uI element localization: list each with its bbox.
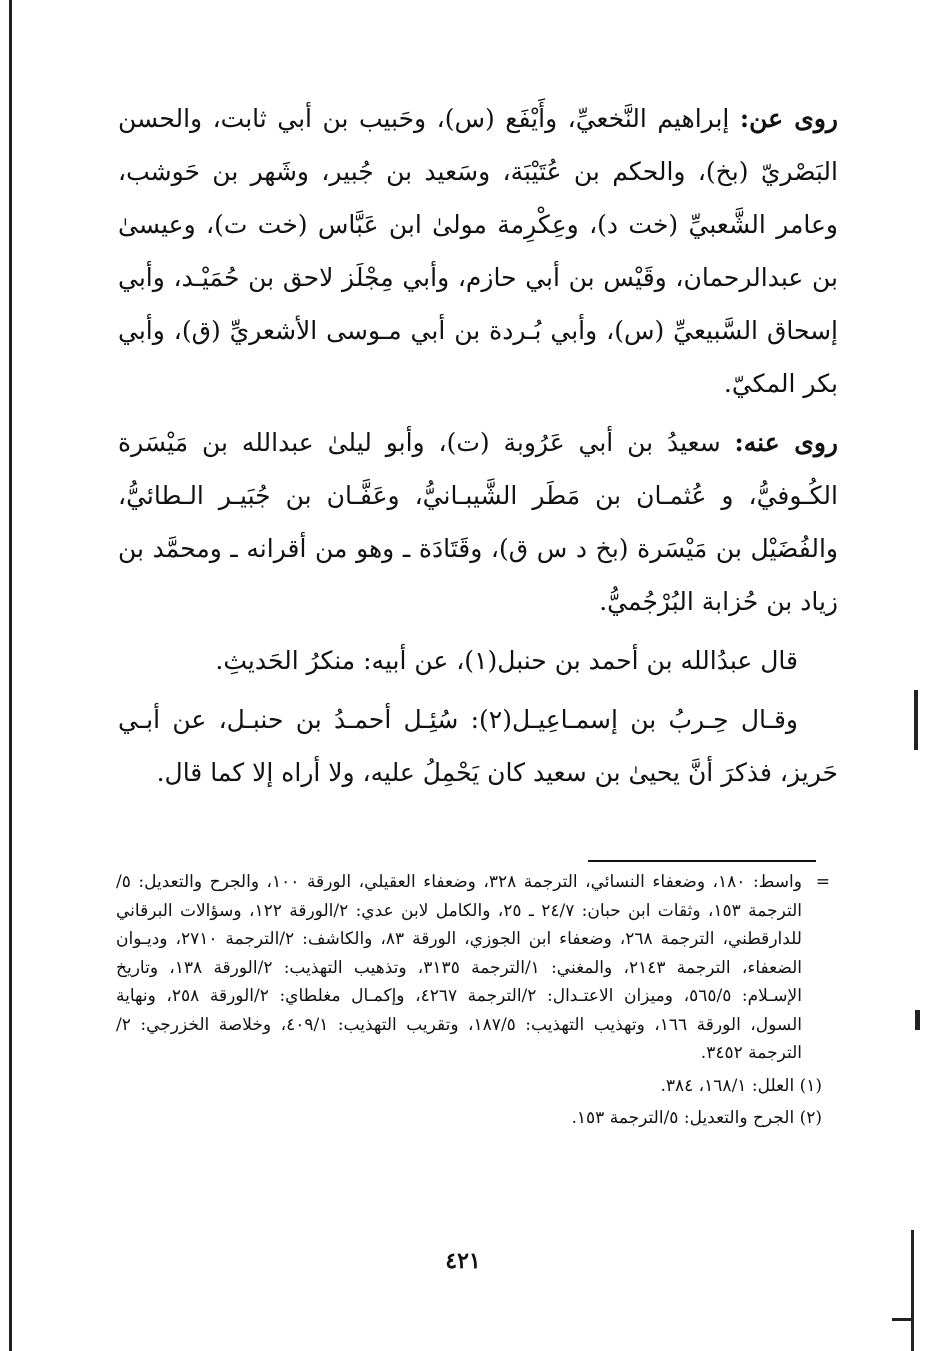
footnote-1: (١) العلل: ١٦٨/١، ٣٨٤. [660, 1075, 822, 1096]
footnote-text: واسط: ١٨٠، وضعفاء النسائي، الترجمة ٣٢٨، وضعفاء العقيلي، الورقة ١٠٠، والجرح والتعديل: ٥/الترجمة ١٥٣، وثقات ابن حبان: ٢٤/٧ ـ ٢٥، والكامل لابن عدي: ٢/الورقة ١٢٢، وسؤالات البرقاني للدارقطني، الترجمة ٢٦٨، وضعفاء ابن الجوزي، الورقة ٨٣، والكاشف: ٢/الترجمة ٢٧١٠، وديـوان الضعفاء، الترجمة ٢١٤٣، والمغني: ١/الترجمة ٣١٣٥، وتذهيب التهذيب: ٢/الورقة ١٣٨، وتاريخ الإسـلام: ٥٦٥/٥، وميزان الاعتـدال: ٢/الترجمة ٤٢٦٧، وإكمـال مغلطاي: ٢/الورقة ٢٥٨، ونهاية السول، الورقة ١٦٦، وتهذيب التهذيب: ١٨٧/٥، وتقريب التهذيب: ٤٠٩/١، وخلاصة الخزرجي: ٢/الترجمة ٣٤٥٢. [116, 872, 802, 1063]
narrated-from-paragraph [118, 92, 838, 410]
footnote-separator [588, 860, 816, 862]
continuation-mark: = [815, 872, 830, 892]
paragraph-text: قال عبدُالله بن أحمد بن حنبل(١)، عن أبيه: منكرُ الحَديثِ. [215, 646, 798, 675]
main-text [118, 92, 838, 799]
paragraph-heading: روى عنه: [734, 428, 838, 457]
paragraph-text: سعيدُ بن أبي عَرُوبة (ت)، وأبو ليلىٰ عبدالله بن مَيْسَرة الكُـوفيُّ، و عُثمـان بن مَطَر الشَّيبـانيُّ، وعَفَّـان بن جُبَيـر الـطائيُّ، والفُضَيْل بن مَيْسَرة (بخ د س ق)، وقَتَادَة ـ وهو من أقرانه ـ ومحمَّد بن زياد بن حُزابة البُرْجُميُّ. [118, 428, 838, 616]
quote-paragraph [118, 693, 838, 799]
paragraph-text: إبراهيم النَّخعيِّ، وأَيْفَع (س)، وحَبيب بن أبي ثابت، والحسن البَصْريّ (بخ)، والحكم بن عُتَيْبَة، وسَعيد بن جُبير، وشَهر بن حَوشب، وعامر الشَّعبيِّ (خت د)، وعِكْرِمة مولىٰ ابن عَبَّاس (خت ت)، وعيسىٰ بن عبدالرحمان، وقَيْس بن أبي حازم، وأبي مِجْلَز لاحق بن حُمَيْـد، وأبي إسحاق السَّبيعيِّ (س)، وأبي بُـردة بن أبي مـوسى الأشعريِّ (ق)، وأبي بكر المكيّ. [118, 104, 838, 398]
narrated-by-paragraph [118, 416, 838, 628]
quote-paragraph [118, 634, 838, 687]
paragraph-text: وقـال حِـربُ بن إسمـاعِيـل(٢): سُئِـل أحمـدُ بن حنبـل، عن أبـي حَريز، فذكرَ أنَّ يحيىٰ بن سعيد كان يَحْمِلُ عليه، ولا أراه إلا كما قال. [118, 705, 838, 787]
scan-border-right-mark [914, 690, 918, 750]
footnote-2: (٢) الجرح والتعديل: ٥/الترجمة ١٥٣. [571, 1108, 822, 1128]
scan-border-left [9, 0, 12, 1351]
continued-footnote [116, 868, 830, 1068]
footnotes [116, 868, 830, 1133]
paragraph-heading: روى عن: [739, 104, 839, 133]
scan-border-right-mark [892, 1318, 914, 1321]
page-number: ٤٢١ [445, 1248, 481, 1274]
scan-border-right-mark [915, 1010, 920, 1030]
